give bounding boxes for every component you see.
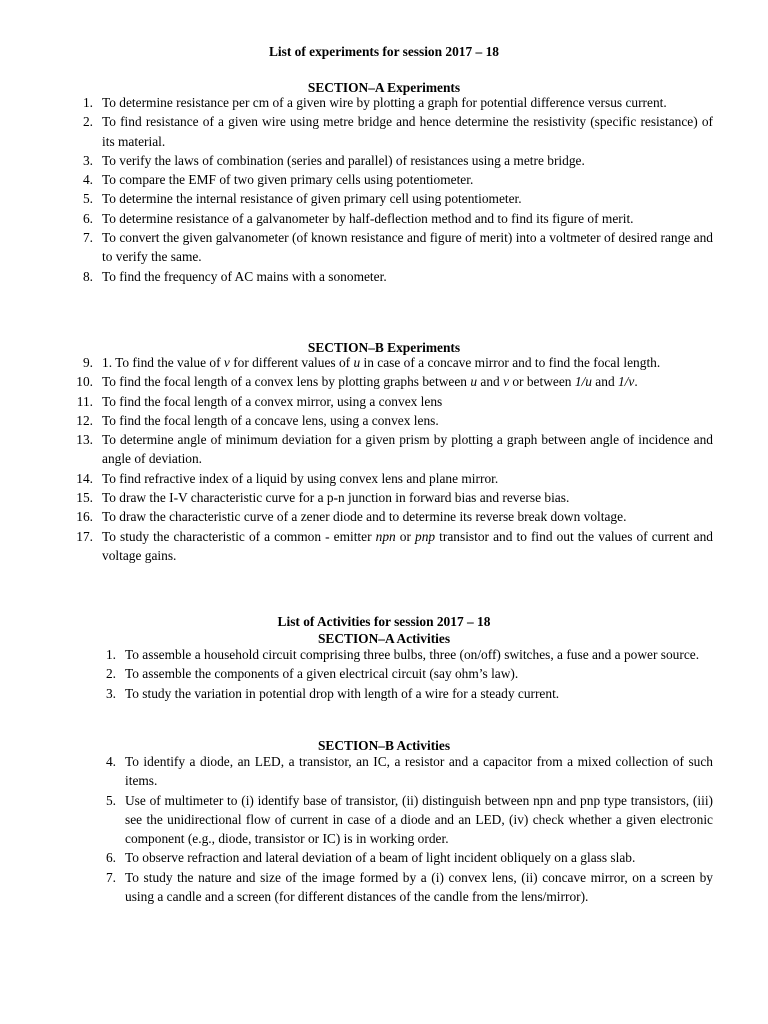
list-item — [70, 488, 713, 507]
item-text: 1. To find the value of v for different values of u in case of a concave mirror and to find the focal length. — [102, 355, 661, 370]
list-item — [70, 189, 713, 208]
item-number: 13. — [76, 432, 93, 448]
item-text: To compare the EMF of two given primary cells using potentiometer. — [102, 172, 474, 188]
item-text: To identify a diode, an LED, a transistor, an IC, a resistor and a capacitor from a mixed collection of such items. — [125, 754, 713, 789]
item-number: 3. — [82, 152, 93, 168]
item-number: 8. — [82, 268, 93, 284]
item-number: 5. — [82, 191, 93, 207]
list-item — [96, 684, 713, 703]
item-text: To find the focal length of a convex mirror, using a convex lens — [102, 393, 443, 409]
item-text: To find resistance of a given wire using metre bridge and hence determine the resistivity (specific resistance) of its material. — [102, 114, 713, 149]
item-number: 10. — [76, 374, 93, 390]
list-item — [70, 93, 713, 112]
list-item — [70, 469, 713, 488]
section-b-experiments-heading: SECTION–B Experiments — [307, 340, 461, 355]
list-item — [96, 664, 713, 683]
list-item — [70, 372, 713, 391]
item-number: 17. — [76, 528, 93, 544]
item-text: Use of multimeter to (i) identify base of transistor, (ii) distinguish between npn and pnp type transistors, (iii) see the unidirectional flow of current in case of a diode and an LED, (iv) check whether a given electronic component (e.g., diode, transistor or IC) is in working order. — [125, 792, 713, 847]
item-number: 9. — [82, 355, 93, 370]
item-text: To determine angle of minimum deviation for a given prism by plotting a graph between angle of incidence and angle of deviation. — [102, 432, 713, 467]
item-number: 7. — [105, 869, 116, 885]
section-a-experiments-heading: SECTION–A Experiments — [307, 80, 461, 95]
list-item — [70, 228, 713, 267]
item-number: 6. — [105, 850, 116, 866]
item-number: 16. — [76, 509, 93, 525]
activities-title: List of Activities for session 2017 – 18 — [277, 614, 491, 629]
section-a-experiments-list — [70, 93, 713, 286]
list-item — [70, 392, 713, 411]
list-item — [96, 868, 713, 907]
list-item — [70, 411, 713, 430]
list-item — [96, 645, 713, 664]
item-number: 4. — [82, 172, 93, 188]
item-number: 3. — [105, 685, 116, 701]
item-text: To determine the internal resistance of given primary cell using potentiometer. — [102, 191, 522, 207]
item-number: 4. — [105, 754, 116, 769]
section-a-activities-heading: SECTION–A Activities — [317, 631, 451, 646]
list-item — [96, 791, 713, 849]
item-number: 11. — [76, 393, 93, 409]
list-item — [70, 267, 713, 286]
list-item — [70, 209, 713, 228]
list-item — [70, 430, 713, 469]
item-text: To determine resistance of a galvanometer by half-deflection method and to find its figure of merit. — [102, 210, 634, 226]
item-text: To assemble a household circuit comprising three bulbs, three (on/off) switches, a fuse and a power source. — [125, 647, 700, 662]
list-item — [70, 112, 713, 151]
item-number: 15. — [76, 490, 93, 506]
item-number: 12. — [76, 412, 93, 428]
item-text: To find refractive index of a liquid by using convex lens and plane mirror. — [102, 470, 499, 486]
list-item — [96, 848, 713, 867]
item-number: 1. — [82, 95, 93, 110]
item-text: To convert the given galvanometer (of known resistance and figure of merit) into a voltmeter of desired range and to verify the same. — [102, 230, 713, 265]
item-number: 6. — [82, 210, 93, 226]
list-item — [70, 151, 713, 170]
list-item — [96, 752, 713, 791]
item-number: 2. — [105, 666, 116, 682]
item-text: To observe refraction and lateral deviation of a beam of light incident obliquely on a glass slab. — [125, 850, 636, 866]
item-text: To find the frequency of AC mains with a sonometer. — [102, 268, 387, 284]
list-item — [70, 527, 713, 566]
item-number: 14. — [76, 470, 93, 486]
list-item — [70, 353, 713, 372]
document-title: List of experiments for session 2017 – 18 — [269, 44, 499, 59]
item-number: 5. — [105, 792, 116, 808]
item-text: To determine resistance per cm of a given wire by plotting a graph for potential difference versus current. — [102, 95, 667, 110]
item-text: To study the variation in potential drop with length of a wire for a steady current. — [125, 685, 560, 701]
section-b-experiments-list — [70, 353, 713, 565]
item-text: To assemble the components of a given electrical circuit (say ohm’s law). — [125, 666, 519, 682]
item-text: To study the nature and size of the image formed by a (i) convex lens, (ii) concave mirror, on a screen by using a candle and a screen (for different distances of the candle from the lens/mirror). — [125, 869, 713, 905]
section-b-activities-list — [96, 752, 713, 906]
item-text: To draw the I-V characteristic curve for a p-n junction in forward bias and reverse bias. — [102, 490, 570, 506]
item-number: 2. — [82, 114, 93, 130]
item-text: To draw the characteristic curve of a zener diode and to determine its reverse break down voltage. — [102, 509, 627, 525]
list-item — [70, 170, 713, 189]
item-text: To verify the laws of combination (series and parallel) of resistances using a metre bridge. — [102, 152, 585, 168]
section-a-activities-list — [96, 645, 713, 703]
item-text: To study the characteristic of a common - emitter npn or pnp transistor and to find out the values of current and voltage gains. — [102, 528, 714, 563]
item-text: To find the focal length of a convex lens by plotting graphs between u and v or between 1/u and 1/v. — [102, 374, 638, 390]
item-text: To find the focal length of a concave lens, using a convex lens. — [102, 412, 439, 428]
list-item — [70, 507, 713, 526]
section-b-activities-heading: SECTION–B Activities — [317, 738, 451, 753]
item-number: 7. — [82, 230, 93, 246]
item-number: 1. — [105, 647, 116, 662]
